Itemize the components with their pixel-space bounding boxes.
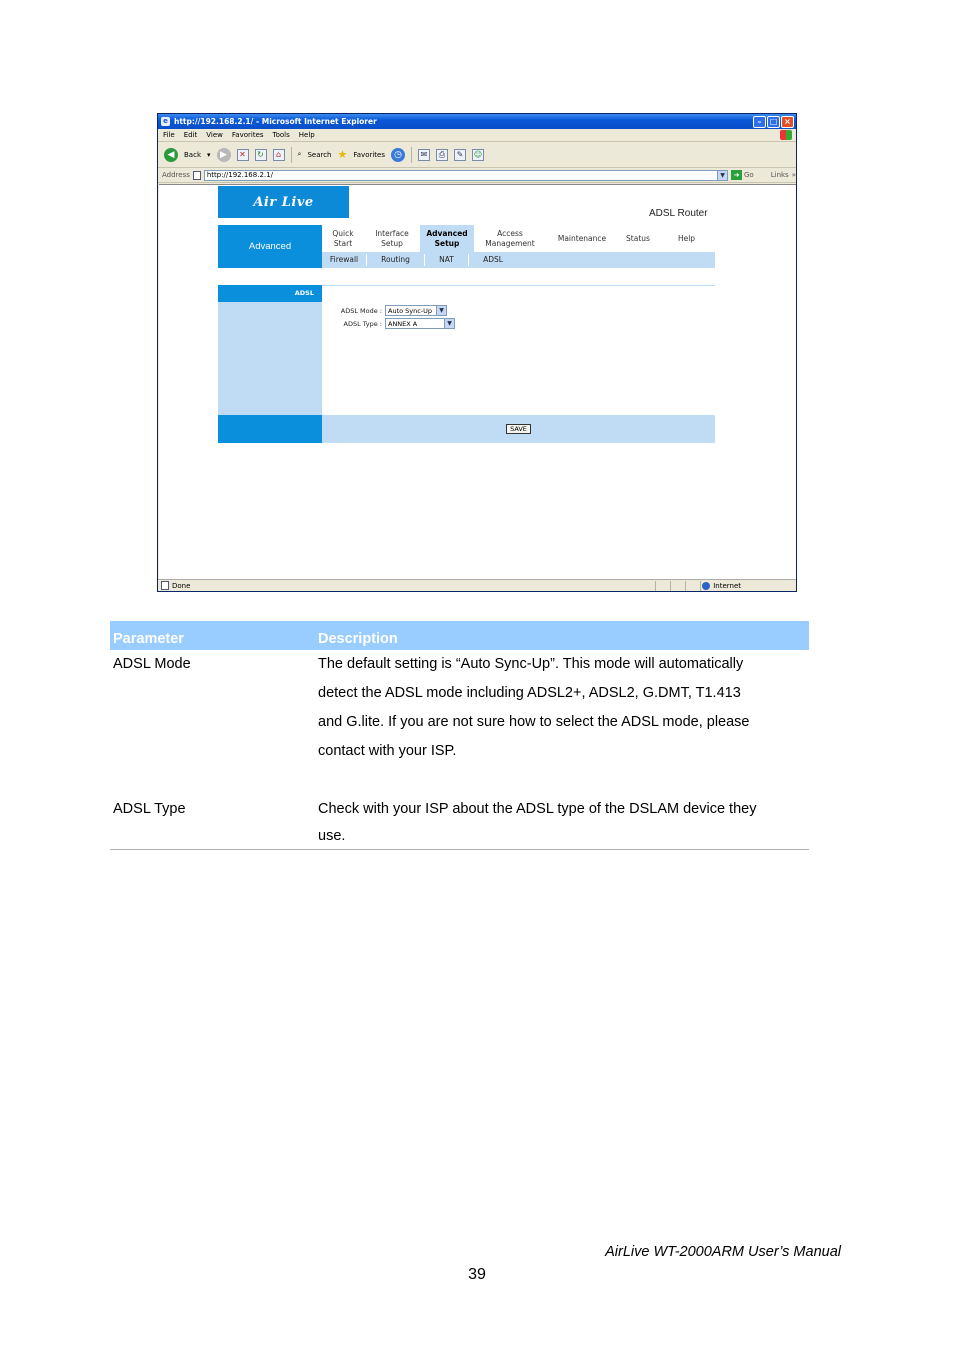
back-button-label[interactable]: Back — [184, 150, 201, 159]
title-bar — [158, 114, 796, 129]
tab-advanced-setup[interactable]: Advanced Setup — [420, 225, 474, 252]
table-row — [110, 795, 809, 849]
section-title: ADSL — [218, 285, 322, 302]
back-dropdown-icon[interactable]: ▾ — [207, 150, 211, 159]
links-button[interactable]: Links — [770, 171, 789, 179]
menu-file[interactable]: File — [163, 131, 175, 139]
header-description: Description — [318, 631, 398, 647]
home-icon[interactable]: ⌂ — [273, 149, 285, 161]
subtab-nat[interactable]: NAT — [425, 254, 469, 266]
param-description: Check with your ISP about the ADSL type of the DSLAM device they use. — [318, 801, 757, 844]
ie-icon: e — [161, 117, 170, 126]
table-header — [110, 621, 809, 650]
adsl-type-row — [322, 318, 455, 329]
back-arrow-icon[interactable]: ◀ — [164, 148, 178, 162]
go-arrow-icon: ➜ — [731, 170, 742, 180]
status-text: Done — [172, 581, 191, 590]
sub-tabs — [322, 252, 715, 268]
tab-status[interactable]: Status — [626, 233, 650, 243]
adsl-type-label: ADSL Type : — [343, 319, 382, 328]
tab-maintenance[interactable]: Maintenance — [557, 233, 607, 243]
table-row — [110, 650, 809, 795]
param-description: The default setting is “Auto Sync-Up”. This mode will automatically detect the ADSL mode including ADSL2+, ADSL2, G.DMT, T1.413 and G.lite. If you are not sure how to select the ADSL mode, please contact with your ISP. — [318, 656, 750, 759]
chevron-right-icon[interactable]: » — [791, 171, 796, 179]
search-icon[interactable]: ⌕ — [297, 150, 302, 158]
refresh-icon[interactable]: ↻ — [255, 149, 267, 161]
address-label: Address — [162, 171, 190, 179]
menu-view[interactable]: View — [206, 131, 223, 139]
close-icon[interactable]: × — [781, 116, 794, 128]
adsl-mode-row — [322, 305, 447, 316]
adsl-mode-label: ADSL Mode : — [340, 306, 382, 315]
adsl-mode-select[interactable]: Auto Sync-Up ▼ — [385, 305, 447, 316]
save-button[interactable]: SAVE — [506, 424, 531, 434]
security-zone: Internet — [702, 582, 741, 590]
globe-icon — [702, 582, 710, 590]
favorites-button-label[interactable]: Favorites — [353, 150, 385, 159]
chevron-down-icon: ▼ — [436, 306, 446, 315]
messenger-icon[interactable]: ☺ — [473, 149, 483, 159]
toolbar — [158, 142, 796, 168]
airlive-logo: Air Live — [218, 186, 349, 218]
browser-content — [159, 184, 796, 579]
mail-icon[interactable]: ✉ — [418, 149, 430, 161]
param-name: ADSL Type — [113, 801, 186, 817]
page-number: 39 — [468, 1266, 486, 1283]
subtab-firewall[interactable]: Firewall — [322, 254, 367, 266]
page-icon — [193, 171, 201, 180]
subtab-adsl[interactable]: ADSL — [483, 255, 503, 264]
menu-bar — [158, 129, 796, 142]
nav-section-label: Advanced — [218, 225, 322, 268]
menu-favorites[interactable]: Favorites — [231, 131, 264, 139]
tab-access-management[interactable]: Access Management — [485, 228, 535, 248]
menu-help[interactable]: Help — [298, 131, 315, 139]
page-done-icon — [161, 581, 169, 590]
main-tabs — [322, 225, 715, 252]
address-bar — [158, 168, 796, 183]
print-icon[interactable]: ⎙ — [436, 149, 448, 161]
minimize-icon[interactable]: – — [753, 116, 766, 128]
address-dropdown-icon[interactable]: ▼ — [717, 171, 727, 180]
favorites-star-icon[interactable]: ★ — [337, 148, 348, 161]
subtab-routing[interactable]: Routing — [367, 254, 425, 266]
search-button-label[interactable]: Search — [307, 150, 332, 159]
tab-quick-start[interactable]: Quick Start — [332, 228, 354, 248]
go-button[interactable]: ➜ Go — [731, 170, 754, 180]
chevron-down-icon: ▼ — [444, 319, 454, 328]
edit-icon[interactable]: ✎ — [454, 149, 466, 161]
adsl-type-select[interactable]: ANNEX A ▼ — [385, 318, 455, 329]
address-input[interactable]: http://192.168.2.1/ ▼ — [204, 170, 728, 181]
param-name: ADSL Mode — [113, 656, 191, 672]
browser-window — [157, 113, 797, 592]
tab-interface-setup[interactable]: Interface Setup — [375, 228, 409, 248]
manual-title: AirLive WT-2000ARM User’s Manual — [605, 1244, 841, 1260]
menu-edit[interactable]: Edit — [183, 131, 198, 139]
product-title: ADSL Router — [649, 208, 708, 219]
menu-tools[interactable]: Tools — [272, 131, 290, 139]
windows-logo-icon — [780, 130, 792, 140]
history-icon[interactable]: ◷ — [391, 148, 405, 162]
parameter-table — [110, 621, 809, 850]
header-parameter: Parameter — [113, 631, 184, 647]
stop-icon[interactable]: ✕ — [237, 149, 249, 161]
forward-arrow-icon[interactable]: ▶ — [217, 148, 231, 162]
tab-help[interactable]: Help — [677, 233, 696, 243]
maximize-icon[interactable]: □ — [767, 116, 780, 128]
status-bar — [158, 579, 796, 591]
window-title: http://192.168.2.1/ - Microsoft Internet Explorer — [174, 117, 377, 126]
